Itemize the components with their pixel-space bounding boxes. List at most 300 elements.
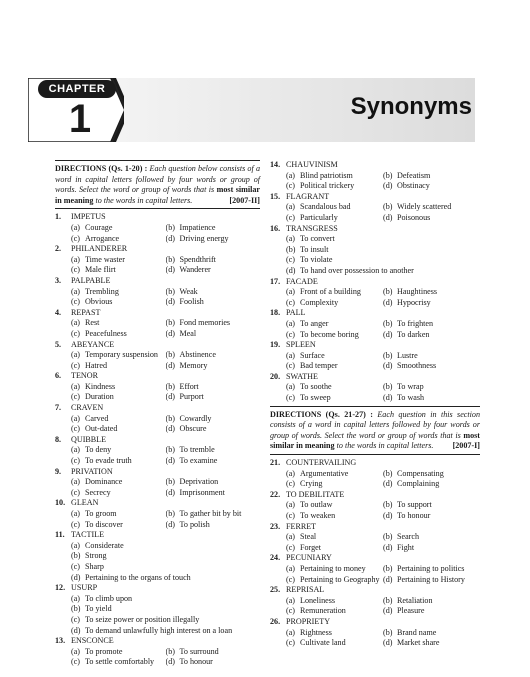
option-letter: (d)	[383, 393, 393, 403]
directions-text: to the words in capital letters.	[93, 195, 193, 205]
question-item	[270, 340, 480, 372]
option-letter: (d)	[383, 329, 393, 339]
option-text: Argumentative	[300, 468, 349, 478]
option	[383, 181, 480, 192]
options-grid	[55, 287, 260, 308]
option	[383, 469, 480, 480]
option-letter: (d)	[165, 456, 175, 466]
option	[383, 330, 480, 341]
question-word: FLAGRANT	[286, 191, 330, 201]
option	[166, 520, 261, 531]
option	[383, 361, 480, 372]
option	[383, 638, 480, 649]
option	[71, 541, 260, 552]
option	[71, 234, 166, 245]
options-grid	[55, 318, 260, 339]
question-word: TACTILE	[71, 530, 105, 540]
option-text: To deny	[85, 445, 112, 455]
option-text: To hand over possession to another	[300, 265, 414, 275]
option-letter: (d)	[383, 297, 393, 307]
option	[71, 456, 166, 467]
option-text: Lustre	[397, 350, 418, 360]
directions-emphasis: most similar in meaning	[270, 430, 480, 451]
option-text: To honour	[179, 657, 213, 667]
option-text: Imprisonment	[179, 487, 225, 497]
question-row	[270, 160, 480, 171]
option-letter: (a)	[71, 477, 80, 487]
question-number: 20.	[270, 371, 281, 381]
option-letter: (a)	[286, 500, 295, 510]
options-grid	[270, 319, 480, 340]
option	[383, 543, 480, 554]
option-letter: (d)	[383, 511, 393, 520]
option-letter: (c)	[286, 393, 295, 403]
question-word: FACADE	[286, 276, 318, 286]
option-letter: (c)	[286, 212, 295, 222]
option-letter: (b)	[383, 318, 393, 328]
option-letter: (b)	[383, 500, 393, 510]
question-row	[55, 340, 260, 351]
option-text: To examine	[179, 456, 218, 466]
question-row	[270, 308, 480, 319]
option-letter: (a)	[71, 540, 80, 550]
question-number: 25.	[270, 585, 281, 595]
option-letter: (a)	[71, 413, 80, 423]
option-letter: (d)	[383, 542, 393, 552]
option-letter: (d)	[165, 424, 175, 434]
question-number: 23.	[270, 521, 281, 531]
option-letter: (b)	[165, 350, 175, 360]
option-letter: (c)	[71, 456, 80, 466]
option-letter: (d)	[165, 519, 175, 529]
directions-text: to the words in capital letters.	[334, 441, 434, 451]
option	[166, 223, 261, 234]
directions-block-1	[55, 161, 260, 209]
option	[383, 500, 480, 511]
option-letter: (d)	[165, 392, 175, 402]
option	[166, 234, 261, 245]
question-number: 2.	[55, 244, 62, 254]
option	[383, 202, 480, 213]
option	[286, 382, 383, 393]
option-text: To discover	[85, 519, 123, 529]
option-text: Pertaining to money	[300, 563, 366, 573]
option-text: Haughtiness	[397, 287, 438, 297]
option-letter: (a)	[71, 445, 80, 455]
option	[166, 445, 261, 456]
option	[286, 266, 480, 277]
option	[71, 297, 166, 308]
option-letter: (d)	[383, 479, 393, 489]
option	[286, 287, 383, 298]
option-text: Widely scattered	[397, 202, 452, 212]
option	[286, 213, 383, 224]
option	[71, 350, 166, 361]
option-letter: (a)	[286, 382, 295, 392]
option-letter: (c)	[286, 606, 295, 616]
option-letter: (c)	[286, 361, 295, 371]
question-word: PHILANDERER	[71, 244, 128, 254]
directions-text: Each question in this section consists of a word in capital letters followed by four words or group of words. Select the word or group of words that is	[270, 409, 480, 440]
options-grid	[55, 382, 260, 403]
option-letter: (b)	[71, 604, 81, 614]
options-grid	[55, 509, 260, 530]
question-word: COUNTERVAILING	[286, 458, 357, 468]
option-letter: (d)	[165, 265, 175, 275]
question-row	[270, 522, 480, 533]
option-text: Pertaining to History	[397, 574, 465, 584]
options-grid	[270, 351, 480, 372]
question-number: 8.	[55, 434, 62, 444]
option-letter: (c)	[71, 561, 80, 571]
question-number: 5.	[55, 339, 62, 349]
question-number: 4.	[55, 307, 62, 317]
option	[71, 657, 166, 668]
option	[383, 596, 480, 607]
question-row	[270, 585, 480, 596]
option	[71, 255, 166, 266]
option-letter: (c)	[286, 329, 295, 339]
question-item	[55, 467, 260, 499]
option	[286, 181, 383, 192]
question-item	[55, 308, 260, 340]
option-text: To settle comfortably	[85, 657, 155, 667]
option	[71, 647, 166, 658]
option-text: To surround	[179, 646, 219, 656]
option-letter: (c)	[71, 657, 80, 667]
option	[286, 628, 383, 639]
question-number: 15.	[270, 191, 281, 201]
options-grid	[270, 596, 480, 617]
option-text: Time waster	[85, 254, 125, 264]
option-letter: (d)	[383, 212, 393, 222]
option	[383, 319, 480, 330]
option-letter: (a)	[286, 170, 295, 180]
option	[71, 223, 166, 234]
option	[383, 628, 480, 639]
directions-block-2	[270, 406, 480, 455]
question-number: 1.	[55, 212, 62, 222]
option-letter: (b)	[165, 413, 175, 423]
question-item	[55, 340, 260, 372]
option	[286, 234, 480, 245]
question-number: 21.	[270, 458, 281, 468]
option-text: To become boring	[300, 329, 359, 339]
option-text: Carved	[85, 413, 109, 423]
option	[71, 573, 260, 584]
question-row	[55, 583, 260, 594]
option-text: Surface	[300, 350, 325, 360]
question-word: PRIVATION	[71, 466, 113, 476]
option	[286, 255, 480, 266]
option-letter: (b)	[165, 646, 175, 656]
option-text: Considerate	[85, 540, 124, 550]
option	[286, 361, 383, 372]
option-letter: (a)	[286, 202, 295, 212]
option-letter: (c)	[71, 519, 80, 529]
option-letter: (a)	[71, 646, 80, 656]
question-item	[55, 276, 260, 308]
option-letter: (c)	[71, 360, 80, 370]
question-item	[270, 585, 480, 617]
option-text: Weak	[179, 286, 198, 296]
year-tag: [2007-I]	[452, 441, 480, 451]
option	[166, 657, 261, 668]
option-letter: (a)	[71, 222, 80, 232]
question-item	[270, 160, 480, 192]
question-row	[270, 458, 480, 469]
question-row	[55, 467, 260, 478]
question-row	[55, 435, 260, 446]
question-number: 24.	[270, 553, 281, 563]
question-item	[270, 490, 480, 522]
option-letter: (c)	[71, 265, 80, 275]
options-grid	[270, 532, 480, 553]
options-grid	[270, 564, 480, 585]
option	[71, 287, 166, 298]
option-text: To polish	[179, 519, 210, 529]
question-number: 17.	[270, 276, 281, 286]
option-text: Pertaining to politics	[397, 563, 465, 573]
question-word: ENSCONCE	[71, 636, 114, 646]
option-letter: (b)	[383, 532, 393, 542]
option	[383, 511, 480, 522]
option-text: To weaken	[300, 511, 336, 520]
option	[286, 500, 383, 511]
option-text: Rest	[85, 318, 100, 328]
option	[166, 382, 261, 393]
question-item	[270, 277, 480, 309]
option	[286, 202, 383, 213]
option	[286, 351, 383, 362]
options-grid	[270, 628, 480, 649]
option-letter: (c)	[286, 297, 295, 307]
option	[71, 424, 166, 435]
option-letter: (c)	[71, 328, 80, 338]
option-letter: (d)	[165, 360, 175, 370]
options-grid	[55, 541, 260, 583]
option	[166, 350, 261, 361]
options-grid	[270, 287, 480, 308]
option	[383, 532, 480, 543]
option-letter: (d)	[383, 638, 393, 648]
question-row	[270, 372, 480, 383]
question-list	[270, 458, 480, 649]
option	[71, 329, 166, 340]
options-grid	[55, 414, 260, 435]
option-text: Fond memories	[179, 318, 231, 328]
option-text: To soothe	[300, 382, 332, 392]
options-grid	[270, 500, 480, 521]
option-text: Complaining	[397, 479, 440, 489]
option-text: Defeatism	[397, 170, 431, 180]
option-letter: (d)	[383, 606, 393, 616]
option-text: Front of a building	[300, 287, 361, 297]
question-item	[55, 244, 260, 276]
option	[383, 213, 480, 224]
option-text: Poisonous	[397, 212, 431, 222]
option-letter: (d)	[71, 625, 81, 635]
option	[286, 330, 383, 341]
option-letter: (b)	[165, 445, 175, 455]
page-title: Synonyms	[350, 93, 472, 120]
option	[166, 392, 261, 403]
question-word: TO DEBILITATE	[286, 489, 345, 499]
option-text: Hypocrisy	[397, 297, 431, 307]
option-letter: (a)	[286, 350, 295, 360]
question-number: 16.	[270, 223, 281, 233]
option	[166, 265, 261, 276]
option-letter: (a)	[286, 627, 295, 637]
option	[71, 551, 260, 562]
question-row	[55, 212, 260, 223]
option	[166, 456, 261, 467]
option	[286, 479, 383, 490]
option-text: Brand name	[397, 627, 437, 637]
option-letter: (b)	[383, 563, 393, 573]
question-item	[270, 617, 480, 649]
question-row	[270, 192, 480, 203]
option-text: To groom	[85, 509, 117, 518]
option-text: Retaliation	[397, 595, 433, 605]
option	[166, 287, 261, 298]
question-number: 18.	[270, 308, 281, 318]
options-grid	[270, 171, 480, 192]
option	[166, 414, 261, 425]
question-row	[270, 340, 480, 351]
option	[286, 171, 383, 182]
question-word: IMPETUS	[71, 212, 106, 222]
question-word: TRANSGRESS	[286, 223, 338, 233]
options-grid	[270, 382, 480, 403]
option-text: Fight	[397, 542, 415, 552]
option-text: Forget	[300, 542, 321, 552]
question-number: 14.	[270, 160, 281, 169]
option-text: Rightness	[300, 627, 332, 637]
option-text: To frighten	[397, 318, 434, 328]
option-text: Pertaining to Geography	[300, 574, 380, 584]
question-word: ABEYANCE	[71, 339, 115, 349]
option-letter: (d)	[165, 233, 175, 243]
question-list	[55, 212, 260, 668]
option	[383, 171, 480, 182]
option-letter: (b)	[383, 468, 393, 478]
option-letter: (b)	[286, 244, 296, 254]
option-text: Complexity	[300, 297, 339, 307]
option-letter: (b)	[165, 286, 175, 296]
option	[383, 287, 480, 298]
option	[71, 562, 260, 573]
option-letter: (c)	[286, 638, 295, 648]
option	[166, 318, 261, 329]
options-grid	[55, 647, 260, 668]
option-text: Out-dated	[85, 424, 118, 434]
option	[286, 606, 383, 617]
option-text: To insult	[300, 244, 329, 254]
option-letter: (a)	[286, 287, 295, 297]
question-row	[55, 244, 260, 255]
option-text: Pertaining to the organs of touch	[85, 572, 191, 582]
option	[71, 488, 166, 499]
option	[286, 469, 383, 480]
option-text: To demand unlawfully high interest on a loan	[85, 625, 233, 635]
option-letter: (a)	[286, 234, 295, 244]
option-letter: (a)	[71, 593, 80, 603]
option-letter: (b)	[165, 254, 175, 264]
option-letter: (a)	[286, 468, 295, 478]
option-letter: (b)	[71, 551, 81, 561]
options-grid	[270, 469, 480, 490]
option-text: Political trickery	[300, 181, 355, 191]
option	[286, 245, 480, 256]
option-letter: (c)	[71, 392, 80, 402]
option-text: Foolish	[179, 297, 204, 307]
option-letter: (c)	[286, 181, 295, 191]
option	[166, 477, 261, 488]
option-letter: (b)	[165, 318, 175, 328]
option-letter: (b)	[165, 222, 175, 232]
option-text: To tremble	[179, 445, 215, 455]
question-list	[270, 160, 480, 404]
options-grid	[270, 202, 480, 223]
option-text: Effort	[179, 381, 199, 391]
option-letter: (b)	[383, 595, 393, 605]
option-letter: (d)	[165, 297, 175, 307]
option	[383, 606, 480, 617]
option	[383, 351, 480, 362]
option-text: Courage	[85, 222, 113, 232]
question-row	[270, 617, 480, 628]
option	[166, 647, 261, 658]
right-column	[270, 160, 480, 649]
option-text: To support	[397, 500, 432, 510]
option-text: Impatience	[179, 222, 216, 232]
option-text: To promote	[85, 646, 123, 656]
question-item	[55, 583, 260, 636]
question-word: PECUNIARY	[286, 553, 332, 563]
directions-emphasis: most similar in meaning	[55, 185, 261, 205]
option-text: Spendthrift	[179, 254, 216, 264]
option-text: Obscure	[179, 424, 207, 434]
option-text: Blind patriotism	[300, 170, 353, 180]
option-letter: (d)	[165, 487, 175, 497]
option-letter: (d)	[165, 328, 175, 338]
option-text: To anger	[300, 318, 329, 328]
options-grid	[55, 255, 260, 276]
option-letter: (c)	[71, 297, 80, 307]
option-letter: (a)	[71, 318, 80, 328]
option-text: Cowardly	[179, 413, 212, 423]
option-letter: (d)	[383, 181, 393, 191]
question-number: 26.	[270, 616, 281, 626]
question-item	[270, 522, 480, 554]
question-row	[270, 490, 480, 501]
option-text: Meal	[179, 328, 197, 338]
option-text: Smoothness	[397, 361, 437, 371]
option	[286, 543, 383, 554]
option-text: Male flirt	[85, 265, 116, 275]
question-number: 7.	[55, 403, 62, 413]
option	[71, 361, 166, 372]
year-tag: [2007-II]	[229, 195, 260, 205]
option-text: Bad temper	[300, 361, 338, 371]
directions-head: DIRECTIONS (Qs. 1-20) :	[55, 164, 148, 173]
option	[286, 298, 383, 309]
option-text: To gather bit by bit	[179, 509, 242, 518]
option-text: Secrecy	[85, 487, 111, 497]
question-item	[55, 403, 260, 435]
question-row	[270, 553, 480, 564]
